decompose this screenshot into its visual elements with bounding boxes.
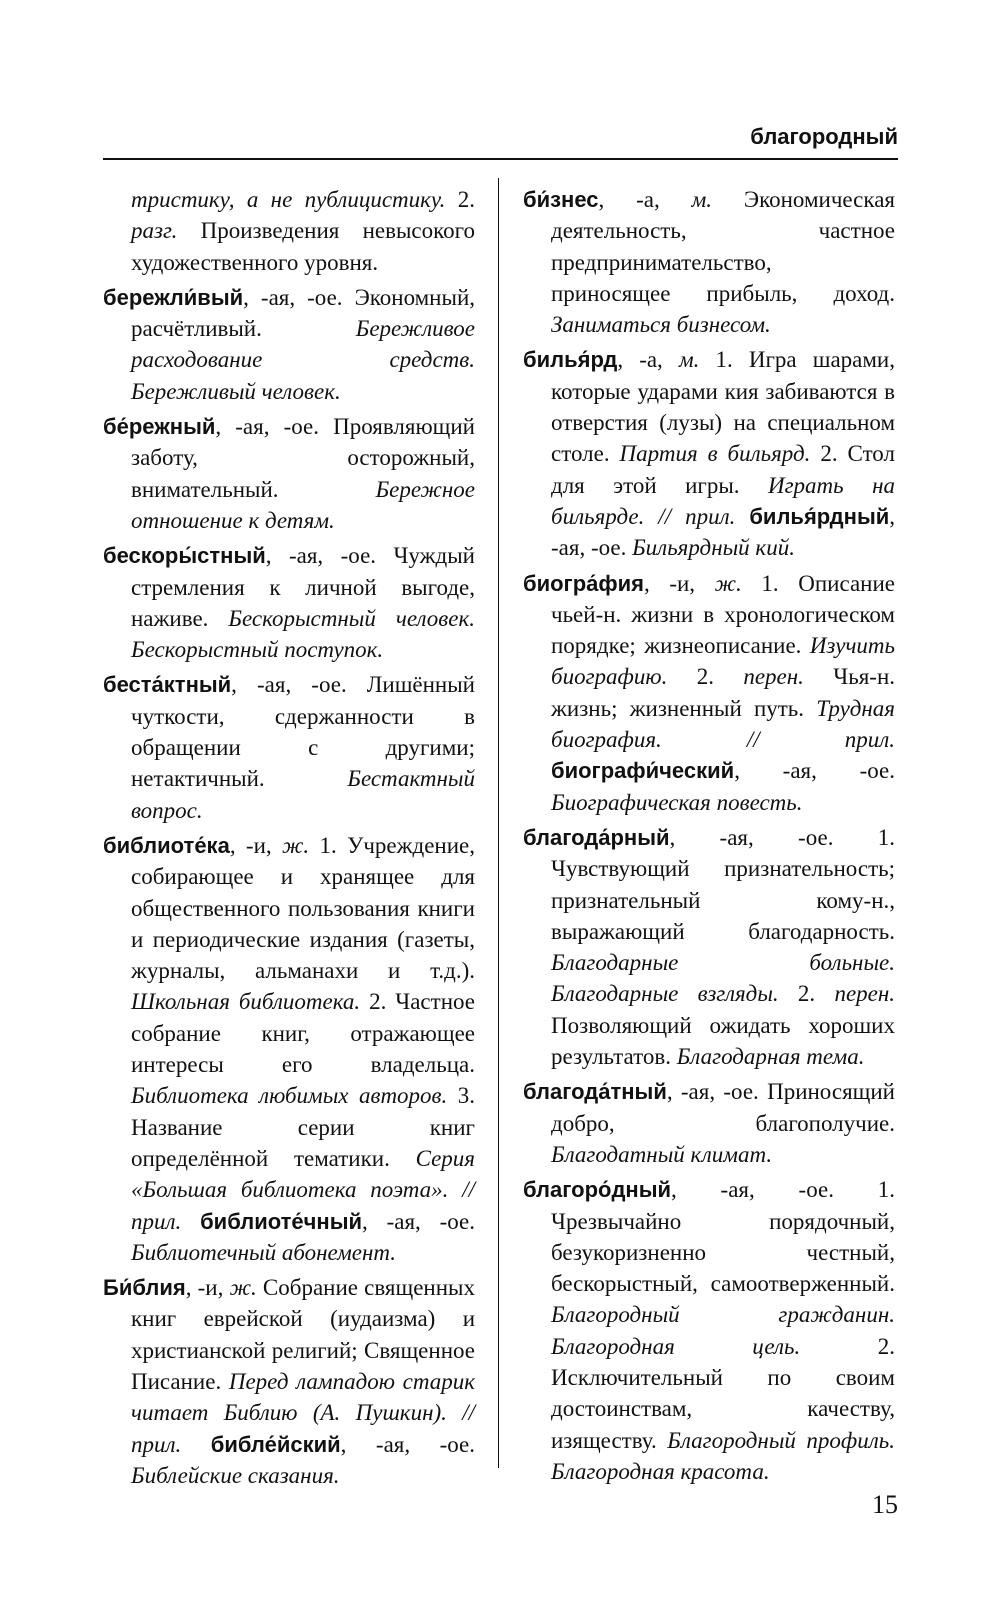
- headword: благоро́дный: [523, 1177, 672, 1203]
- definition: , -и,: [229, 832, 282, 858]
- definition: , -ая, -ое.: [551, 503, 895, 561]
- continued-entry: [103, 184, 475, 278]
- definition: , -ая, -ое. Экономный, расчётливый.: [131, 284, 475, 342]
- definition: , -ая, -ое. 1. Чувствующий признательность; признательный кому-н., выражающий благодарность.: [551, 824, 895, 944]
- definition: 2. Стол для этой игры.: [551, 441, 895, 498]
- definition: 2. Частное собрание книг, отражающее интересы его владельца.: [131, 989, 475, 1078]
- entry-bestaktnyy: [103, 669, 475, 825]
- definition: , -ая, -ое. Чуждый стремления к личной выгоде, наживе.: [131, 543, 475, 631]
- definition: , -ая, -ое.: [734, 758, 895, 784]
- definition: , -ая, -ое.: [340, 1431, 475, 1457]
- entry-bilyard: [523, 344, 895, 563]
- definition: , -ая, -ое. 1. Чрезвычайно порядочный, безукоризненно честный, бескорыстный, самоотверженный.: [551, 1177, 895, 1297]
- headword: би́знес: [523, 187, 599, 212]
- running-head: благородный: [750, 124, 898, 149]
- example: Перед лампадою старик читает Библию (А. Пушкин). // прил.: [131, 1368, 475, 1457]
- entry-blagodatnyy: [523, 1076, 895, 1170]
- gender-mark: м.: [691, 187, 713, 212]
- example: Трудная биография. // прил.: [551, 695, 895, 753]
- entry-blagodarnyy: [523, 822, 895, 1072]
- headword: бе́режный: [103, 414, 216, 440]
- example: Библиотечный абонемент.: [131, 1239, 397, 1265]
- example: Библиотека любимых авторов.: [131, 1083, 448, 1109]
- headword: билья́рд: [523, 347, 618, 373]
- example: Благодарная тема.: [676, 1044, 865, 1070]
- column-divider: [498, 178, 499, 1468]
- definition: Чья-н. жизнь; жизненный путь.: [551, 664, 896, 721]
- entry-bibliya: [103, 1272, 475, 1491]
- entry-berezhlivyy: [103, 282, 475, 407]
- example: Играть на бильярде. // прил.: [551, 472, 895, 529]
- gender-mark: ж.: [229, 1275, 257, 1301]
- definition: Произведения невысокого художественного уровня.: [131, 218, 475, 275]
- definition: , -ая, -ое. Приносящий добро, благополучие.: [551, 1079, 895, 1136]
- example: Биографическая повесть.: [551, 789, 803, 815]
- header-rule: [103, 158, 898, 160]
- definition: , -ая, -ое.: [362, 1208, 475, 1234]
- example: Благодарные больные. Благодарные взгляды.: [551, 950, 895, 1007]
- example: Серия «Большая библиотека поэта». // прил.: [131, 1145, 475, 1234]
- derived-adjective: биографи́ческий: [551, 758, 735, 784]
- entry-beskorystnyy: [103, 540, 475, 665]
- derived-adjective: библиоте́чный: [200, 1208, 363, 1234]
- headword: бескоры́стный: [103, 543, 266, 569]
- example: Бильярдный кий.: [632, 535, 795, 561]
- definition: , -ая, -ое. Проявляющий заботу, осторожный, внимательный.: [131, 414, 475, 502]
- definition: 3. Название серии книг определённой тематики.: [131, 1083, 475, 1171]
- example: Изучить биографию.: [551, 633, 895, 690]
- entry-biznes: [523, 184, 895, 340]
- example: тристику, а не публицистику.: [131, 187, 446, 212]
- definition: 2.: [778, 981, 835, 1007]
- definition: , -а,: [617, 347, 679, 373]
- definition: , -и,: [185, 1275, 230, 1301]
- entry-biblioteka: [103, 830, 475, 1268]
- example: Благодатный климат.: [551, 1141, 773, 1167]
- headword: благода́тный: [523, 1079, 667, 1105]
- definition: Экономическая деятельность, частное предпринимательство, приносящее прибыль, доход.: [551, 187, 895, 306]
- headword: биогра́фия: [523, 570, 644, 596]
- example: Бережное отношение к детям.: [131, 476, 475, 533]
- example: Заниматься бизнесом.: [551, 312, 771, 338]
- definition: , -ая, -ое. Лишённый чуткости, сдержанности в обращении с другими; нетактичный.: [131, 672, 475, 792]
- gender-mark: ж.: [714, 570, 742, 596]
- headword: беста́ктный: [103, 672, 232, 698]
- example: Школьная библиотека.: [131, 989, 361, 1015]
- definition: 2.: [667, 664, 744, 690]
- definition: 1. Учреждение, собирающее и хранящее для общественного пользования книги и периодические издания (газеты, журналы, альманахи и т.д.).: [131, 832, 475, 984]
- derived-adjective: библе́йский: [210, 1431, 341, 1457]
- definition: , -и,: [644, 570, 715, 596]
- gender-mark: ж.: [281, 832, 310, 858]
- definition: Собрание священных книг еврейской (иудаизма) и христианской религий; Священное Писание.: [131, 1275, 475, 1394]
- example: Благородный профиль. Благородная красота.: [551, 1427, 895, 1484]
- entry-blagorodnyy: [523, 1174, 895, 1487]
- example: Бережливое расходование средств. Бережливый человек.: [131, 316, 475, 404]
- definition: , -а,: [598, 187, 692, 212]
- usage-mark: разг.: [131, 218, 178, 244]
- definition: Позволяющий ожидать хороших результатов.: [551, 1012, 895, 1070]
- left-column: [103, 184, 475, 1495]
- definition: 2.: [445, 187, 475, 212]
- example: Партия в бильярд.: [619, 441, 811, 467]
- example: Библейские сказания.: [131, 1462, 340, 1488]
- definition: 2. Исключительный по своим достоинствам, качеству, изяществу.: [551, 1333, 895, 1453]
- definition: 1. Описание чьей-н. жизни в хронологическом порядке; жизнеописание.: [551, 570, 895, 659]
- headword: бережли́вый: [103, 284, 244, 310]
- gender-mark: м.: [678, 347, 700, 373]
- definition: 1. Игра шарами, которые ударами кия забиваются в отверстия (лузы) на специальном столе.: [551, 347, 895, 467]
- entry-biografiya: [523, 568, 895, 818]
- headword: библиоте́ка: [103, 832, 230, 858]
- right-column: [523, 184, 895, 1491]
- headword: Би́блия: [103, 1275, 186, 1301]
- example: Бескорыстный человек. Бескорыстный поступок.: [131, 605, 475, 663]
- usage-mark: перен.: [834, 981, 896, 1007]
- example: Бестактный вопрос.: [131, 766, 475, 823]
- page-number: 15: [872, 1490, 898, 1519]
- entry-berezhnyy: [103, 411, 475, 536]
- usage-mark: перен.: [743, 664, 804, 690]
- derived-adjective: билья́рдный: [749, 503, 890, 529]
- headword: благода́рный: [523, 824, 670, 850]
- example: Благородный гражданин. Благородная цель.: [551, 1302, 895, 1359]
